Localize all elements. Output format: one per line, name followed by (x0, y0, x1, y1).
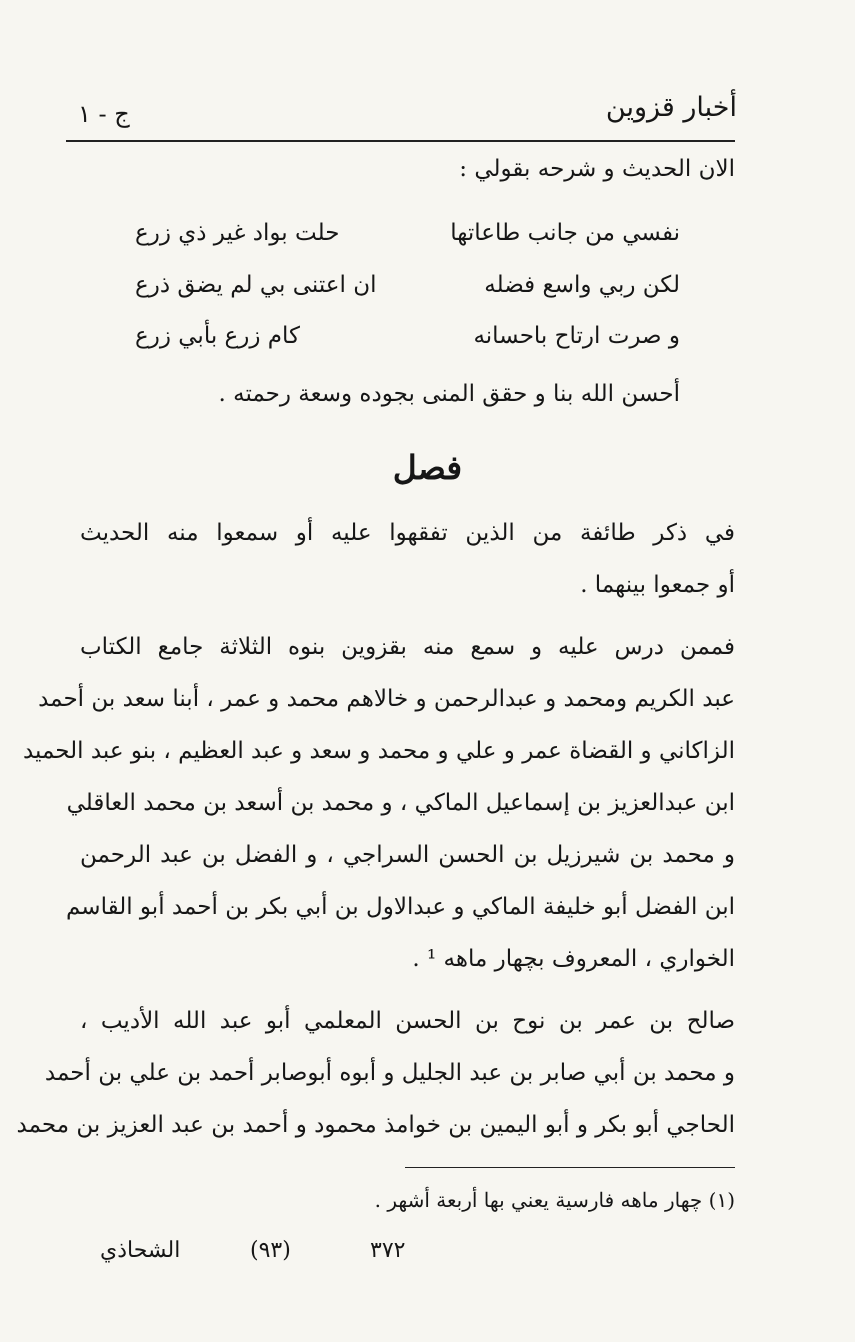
poem-verse-1 (135, 220, 680, 260)
footnote-rule (405, 1167, 735, 1168)
running-header-title: أخبار قزوين (605, 92, 737, 123)
poem-hemistich-second: ان اعتنى بي لم يضق ذرع (135, 272, 377, 298)
footnote: (١) چهار ماهه فارسية يعني بها أربعة أشهر . (374, 1188, 735, 1212)
paragraph-line: أو جمعوا بينهما . (580, 572, 735, 598)
paragraph-line: الزاكاني و القضاة عمر و علي و محمد و سعد و عبد العظيم ، بنو عبد الحميد (22, 738, 735, 764)
poem-hemistich-first: و صرت ارتاح باحسانه (473, 323, 680, 349)
section-heading: فصل (392, 448, 463, 487)
intro-line: الان الحديث و شرحه بقولي : (459, 156, 735, 182)
paragraph-line: الخواري ، المعروف بچهار ماهه ¹ . (412, 946, 735, 972)
poem-hemistich-second: حلت بواد غير ذي زرع (135, 220, 340, 246)
paragraph-line: الحاجي أبو بكر و أبو اليمين بن خوامذ محمود و أحمد بن عبد العزيز بن محمد (16, 1112, 735, 1138)
paragraph-line: ابن عبدالعزيز بن إسماعيل الماكي ، و محمد بن أسعد بن محمد العاقلي (66, 790, 735, 816)
printer-signature: الشحاذي (100, 1238, 181, 1263)
header-rule (66, 140, 735, 142)
page-number: ٣٧٢ (370, 1238, 406, 1263)
poem-hemistich-first: لكن ربي واسع فضله (484, 272, 680, 298)
folio-number: (٩٣) (250, 1238, 291, 1263)
poem-verse-3 (135, 323, 680, 363)
paragraph-line: صالح بن عمر بن نوح بن الحسن المعلمي أبو عبد الله الأديب ، (80, 1008, 735, 1034)
poem-verse-2 (135, 272, 680, 312)
paragraph-line: و محمد بن شيرزيل بن الحسن السراجي ، و الفضل بن عبد الرحمن (80, 842, 735, 868)
paragraph-line: عبد الكريم ومحمد و عبدالرحمن و خالاهم محمد و عمر ، أبنا سعد بن أحمد (38, 686, 735, 712)
paragraph-line: ابن الفضل أبو خليفة الماكي و عبدالاول بن أبي بكر بن أحمد أبو القاسم (66, 894, 735, 920)
paragraph-line: في ذكر طائفة من الذين تفقهوا عليه أو سمعوا منه الحديث (80, 520, 735, 546)
paragraph-line: و محمد بن أبي صابر بن عبد الجليل و أبوه أبوصابر أحمد بن علي بن أحمد (44, 1060, 735, 1086)
paragraph-line: فممن درس عليه و سمع منه بقزوين بنوه الثلاثة جامع الكتاب (80, 634, 735, 660)
closing-line: أحسن الله بنا و حقق المنى بجوده وسعة رحمته . (218, 381, 680, 407)
poem-hemistich-second: كام زرع بأبي زرع (135, 323, 300, 349)
volume-label: ج - ١ (78, 100, 130, 128)
poem-hemistich-first: نفسي من جانب طاعاتها (450, 220, 680, 246)
